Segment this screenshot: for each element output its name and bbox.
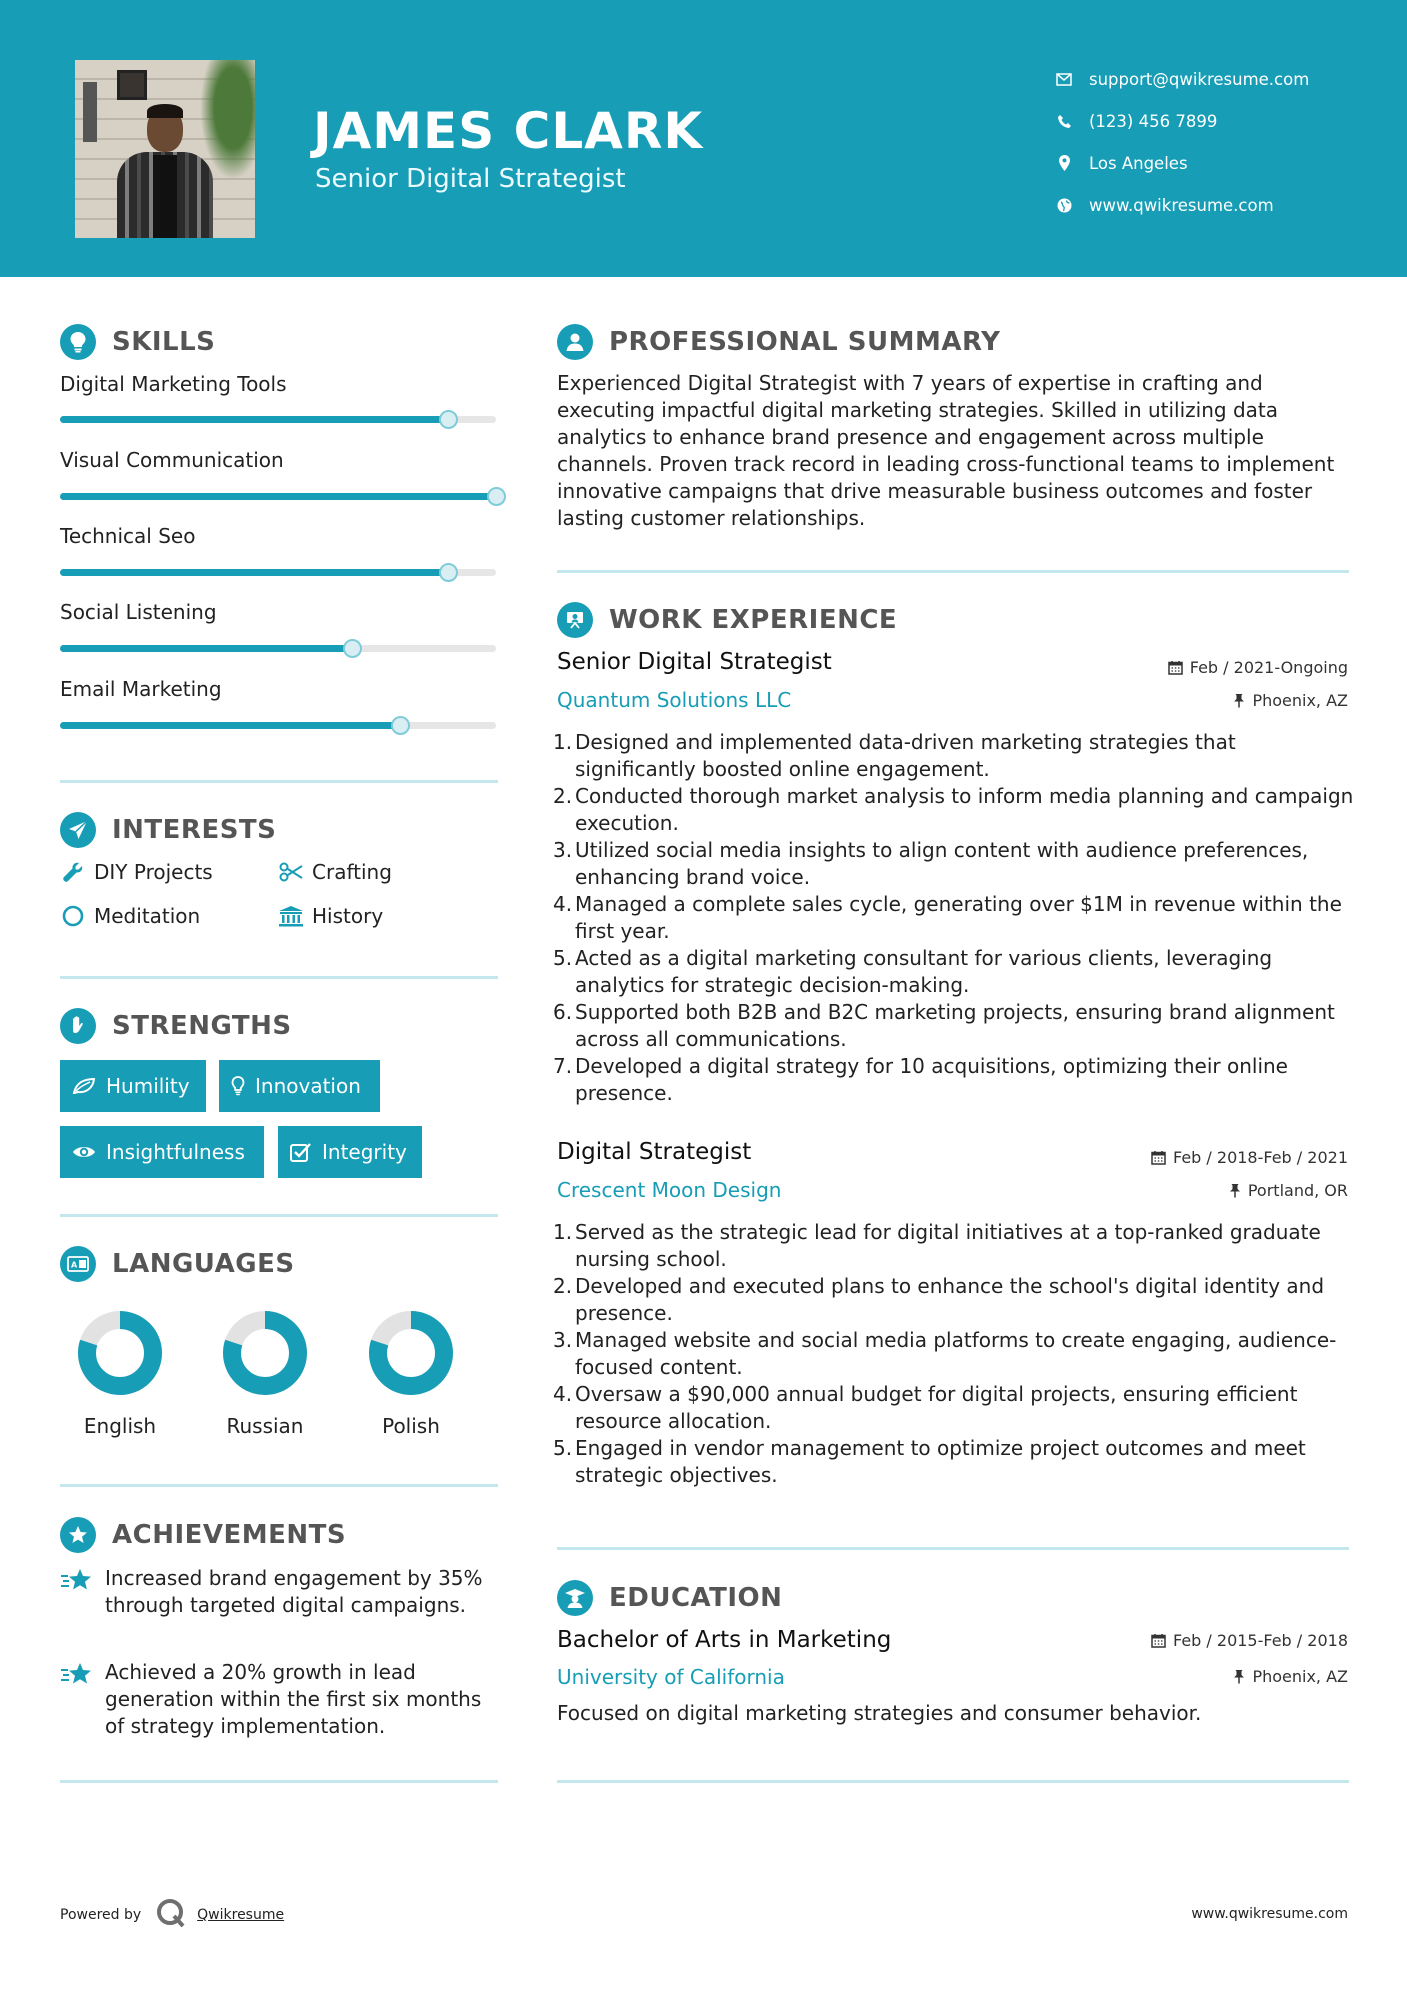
- contact-website[interactable]: www.qwikresume.com: [1055, 184, 1309, 226]
- skill-label: Email Marketing: [60, 677, 222, 701]
- list-item: 6. Supported both B2B and B2C marketing projects, ensuring brand alignment across all communications.: [553, 1000, 1335, 1051]
- graduate-icon: [557, 1580, 593, 1616]
- language-donut: [60, 1308, 180, 1398]
- interest-item: DIY Projects: [60, 860, 213, 884]
- achievement-item: Increased brand engagement by 35% through targeted digital campaigns.: [60, 1565, 500, 1619]
- section-divider: [60, 1214, 498, 1217]
- skill-bar: [60, 416, 496, 423]
- education-location: Phoenix, AZ: [1233, 1667, 1348, 1686]
- skill-bar: [60, 493, 496, 500]
- skill-label: Social Listening: [60, 600, 217, 624]
- strength-tag: Humility: [60, 1060, 206, 1112]
- user-icon: [557, 324, 593, 360]
- language-label: Polish: [382, 1414, 440, 1438]
- globe-icon: [1055, 198, 1073, 213]
- hand-icon: [60, 1008, 96, 1044]
- list-item: 1. Designed and implemented data-driven marketing strategies that significantly boosted online engagement.: [553, 730, 1236, 781]
- skill-bar-knob: [487, 487, 506, 506]
- envelope-icon: [1055, 73, 1073, 86]
- list-item: 7. Developed a digital strategy for 10 acquisitions, optimizing their online presence.: [553, 1054, 1288, 1105]
- lightbulb-icon: [60, 324, 96, 360]
- languages-heading: A LANGUAGES: [60, 1246, 295, 1282]
- pushpin-icon: [1233, 1669, 1245, 1684]
- footer-powered-by: Powered by Qwikresume: [60, 1897, 284, 1933]
- section-divider: [557, 1547, 1349, 1550]
- list-item: 5. Engaged in vendor management to optimize project outcomes and meet strategic objectives.: [553, 1436, 1306, 1487]
- summary-heading: PROFESSIONAL SUMMARY: [557, 324, 1000, 360]
- skill-bar-fill: [60, 722, 400, 729]
- scissors-icon: [278, 862, 304, 882]
- pushpin-icon: [1229, 1183, 1241, 1198]
- language-donut: [351, 1308, 471, 1398]
- job-title: Senior Digital Strategist: [557, 649, 832, 675]
- list-item: 5. Acted as a digital marketing consultant for various clients, leveraging analytics for strategic decision-making.: [553, 946, 1273, 997]
- strengths-heading: STRENGTHS: [60, 1008, 292, 1044]
- profile-photo: [75, 60, 255, 238]
- calendar-icon: [1151, 1150, 1166, 1165]
- strength-tag: Integrity: [278, 1126, 422, 1178]
- achievements-heading: ACHIEVEMENTS: [60, 1517, 346, 1553]
- skill-bar: [60, 645, 496, 652]
- list-item: 3. Managed website and social media platforms to create engaging, audience-focused content.: [553, 1328, 1337, 1379]
- job-location: Portland, OR: [1229, 1181, 1348, 1200]
- interest-item: Crafting: [278, 860, 392, 884]
- skill-bar: [60, 722, 496, 729]
- list-item: 4. Oversaw a $90,000 annual budget for digital projects, ensuring efficient resource allocation.: [553, 1382, 1298, 1433]
- list-item: 2. Conducted thorough market analysis to inform media planning and campaign execution.: [553, 784, 1354, 835]
- company-name: Quantum Solutions LLC: [557, 688, 792, 712]
- language-label: Russian: [226, 1414, 304, 1438]
- education-dates: Feb / 2015-Feb / 2018: [1151, 1631, 1348, 1650]
- calendar-icon: [1168, 660, 1183, 675]
- skills-heading: SKILLS: [60, 324, 215, 360]
- job-title: Digital Strategist: [557, 1139, 752, 1165]
- star-icon: [60, 1659, 105, 1740]
- skill-bar-knob: [439, 410, 458, 429]
- section-divider: [60, 780, 498, 783]
- section-divider: [557, 570, 1349, 573]
- skill-bar-knob: [391, 716, 410, 735]
- skill-bar-fill: [60, 569, 448, 576]
- location-pin-icon: [1055, 155, 1073, 171]
- skill-bar-fill: [60, 645, 352, 652]
- candidate-role: Senior Digital Strategist: [315, 164, 626, 194]
- interests-heading: INTERESTS: [60, 812, 276, 848]
- education-description: Focused on digital marketing strategies and consumer behavior.: [557, 1701, 1202, 1725]
- resume-header: [0, 0, 1407, 277]
- lightbulb-icon: [231, 1076, 245, 1096]
- star-icon: [60, 1565, 105, 1619]
- leaf-icon: [72, 1077, 96, 1095]
- presenter-icon: [557, 602, 593, 638]
- job-location: Phoenix, AZ: [1233, 691, 1348, 710]
- job-bullets: [553, 729, 1357, 1107]
- contact-phone[interactable]: (123) 456 7899: [1055, 100, 1309, 142]
- eye-icon: [72, 1144, 96, 1160]
- candidate-name: JAMES CLARK: [313, 102, 704, 160]
- job-bullets: [553, 1219, 1357, 1489]
- paper-plane-icon: [60, 812, 96, 848]
- contact-email[interactable]: support@qwikresume.com: [1055, 58, 1309, 100]
- list-item: 1. Served as the strategic lead for digital initiatives at a top-ranked graduate nursing school.: [553, 1220, 1321, 1271]
- star-icon: [60, 1517, 96, 1553]
- qwikresume-logo-icon: [155, 1897, 187, 1933]
- section-divider: [60, 1484, 498, 1487]
- language-icon: [60, 1246, 96, 1282]
- job-dates: Feb / 2018-Feb / 2021: [1151, 1148, 1348, 1167]
- list-item: 2. Developed and executed plans to enhance the school's digital identity and presence.: [553, 1274, 1325, 1325]
- list-item: 4. Managed a complete sales cycle, generating over $1M in revenue within the first year.: [553, 892, 1342, 943]
- contact-location: Los Angeles: [1055, 142, 1309, 184]
- skill-bar-fill: [60, 416, 448, 423]
- job-dates: Feb / 2021-Ongoing: [1168, 658, 1348, 677]
- qwikresume-link[interactable]: Qwikresume: [197, 1907, 285, 1923]
- strength-tag: Insightfulness: [60, 1126, 264, 1178]
- section-divider: [557, 1780, 1349, 1783]
- footer-website[interactable]: www.qwikresume.com: [1191, 1906, 1348, 1922]
- skill-bar-knob: [439, 563, 458, 582]
- calendar-icon: [1151, 1633, 1166, 1648]
- pushpin-icon: [1233, 693, 1245, 708]
- strength-tag: Innovation: [219, 1060, 380, 1112]
- skill-bar-knob: [343, 639, 362, 658]
- language-donut: [205, 1308, 325, 1398]
- degree-title: Bachelor of Arts in Marketing: [557, 1627, 892, 1653]
- experience-heading: WORK EXPERIENCE: [557, 602, 897, 638]
- skill-bar: [60, 569, 496, 576]
- section-divider: [60, 976, 498, 979]
- contact-list: [1055, 58, 1309, 226]
- section-divider: [60, 1780, 498, 1783]
- company-name: Crescent Moon Design: [557, 1178, 782, 1202]
- language-label: English: [83, 1414, 157, 1438]
- summary-text: Experienced Digital Strategist with 7 years of expertise in crafting and executing impactful digital marketing strategies. Skilled in utilizing data analytics to enhance brand presence and engagement across multiple channels. Proven track record in leading cross-functional teams to implement innovative campaigns that drive measurable business outcomes and foster lasting customer relationships.: [557, 371, 1335, 530]
- interest-item: History: [278, 904, 383, 928]
- education-heading: EDUCATION: [557, 1580, 782, 1616]
- svg-text:A: A: [71, 1260, 78, 1270]
- wrench-icon: [60, 861, 86, 883]
- skill-label: Digital Marketing Tools: [60, 372, 287, 396]
- skill-label: Technical Seo: [60, 524, 196, 548]
- circle-icon: [60, 905, 86, 927]
- checkbox-icon: [290, 1142, 312, 1162]
- phone-icon: [1055, 114, 1073, 129]
- skill-label: Visual Communication: [60, 448, 284, 472]
- achievement-item: Achieved a 20% growth in lead generation within the first six months of strategy implementation.: [60, 1659, 500, 1740]
- interest-item: Meditation: [60, 904, 200, 928]
- school-name: University of California: [557, 1665, 785, 1689]
- list-item: 3. Utilized social media insights to align content with audience preferences, enhancing brand voice.: [553, 838, 1309, 889]
- institution-icon: [278, 905, 304, 927]
- skill-bar-fill: [60, 493, 496, 500]
